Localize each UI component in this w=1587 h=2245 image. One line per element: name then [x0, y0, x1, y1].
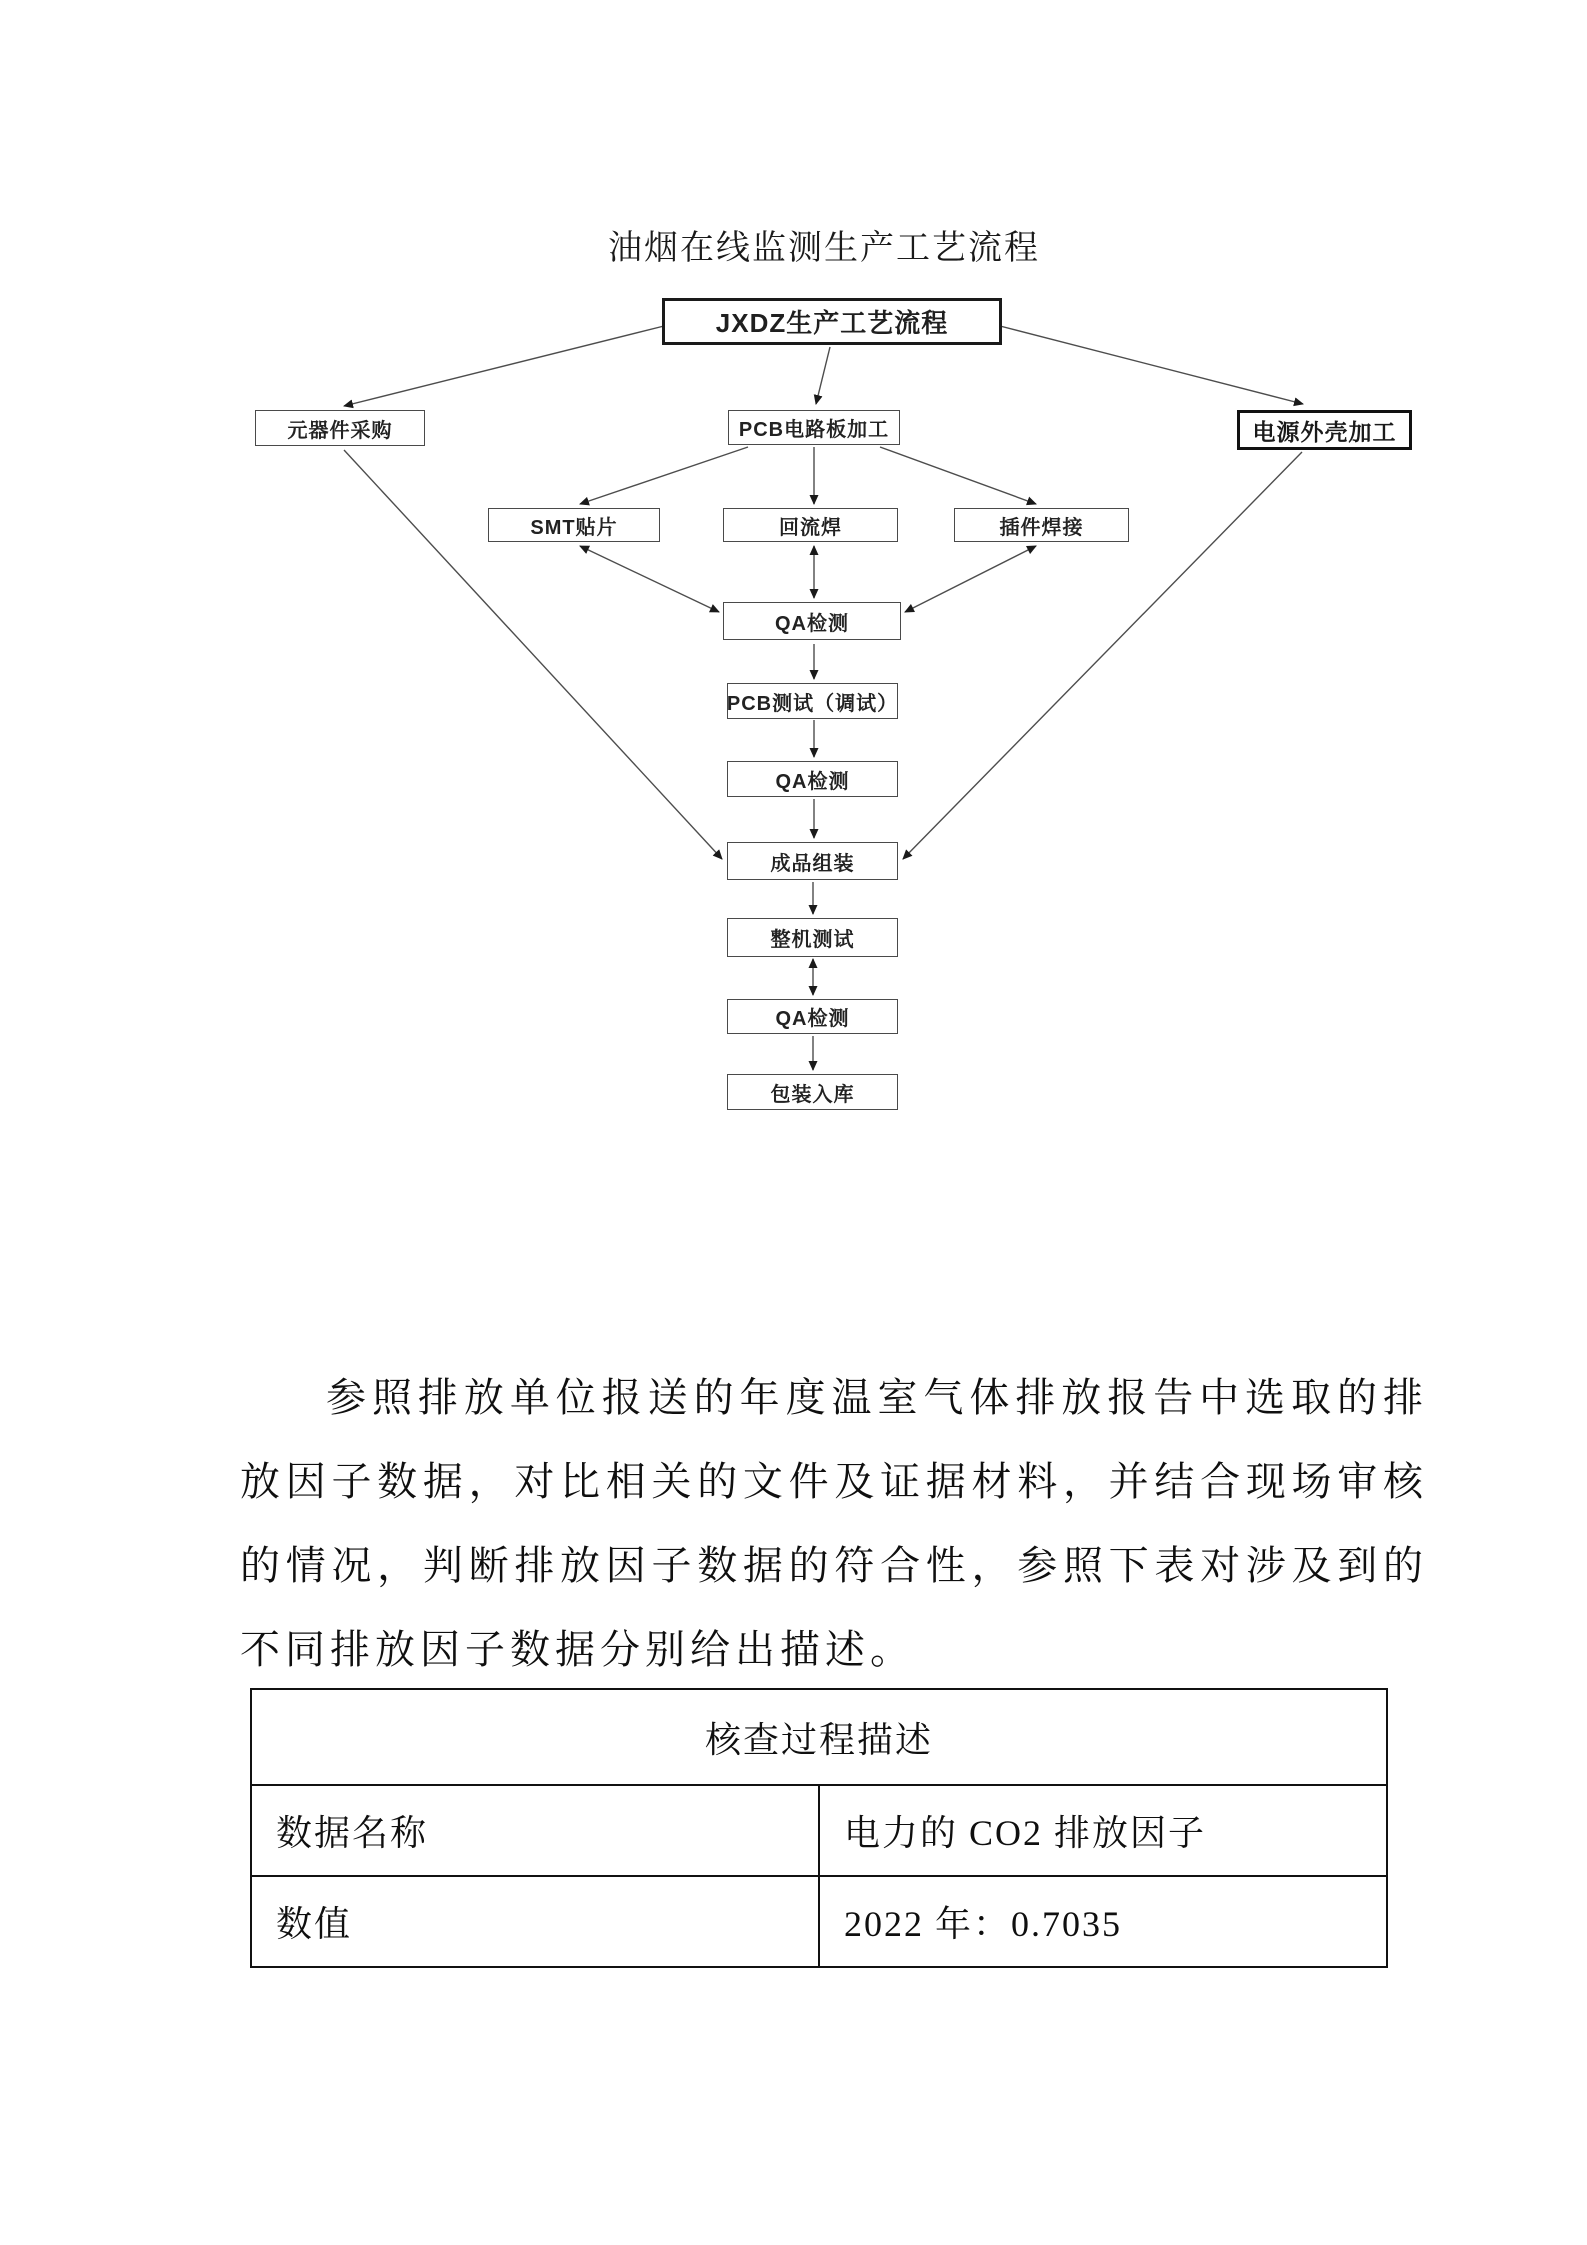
row-value: 2022 年：0.7035: [819, 1876, 1387, 1967]
connector-plugin-qa1: [905, 546, 1036, 612]
row-label: 数据名称: [251, 1785, 819, 1876]
connector-jxdz-component: [344, 326, 664, 406]
flow-node-power-shell: 电源外壳加工: [1237, 410, 1412, 450]
flow-node-jxdz: JXDZ生产工艺流程: [662, 298, 1002, 345]
flow-node-plugin-weld: 插件焊接: [954, 508, 1129, 542]
flow-node-machine-test: 整机测试: [727, 918, 898, 957]
verification-table: [250, 1688, 1388, 1968]
flow-node-reflow: 回流焊: [723, 508, 898, 542]
table-header: 核查过程描述: [251, 1689, 1387, 1785]
connector-smt-qa1: [580, 546, 719, 612]
row-value: 电力的 CO2 排放因子: [819, 1785, 1387, 1876]
table-row: [251, 1876, 1387, 1967]
flow-node-pcb-test: PCB测试（调试）: [727, 683, 898, 719]
body-paragraph: 参照排放单位报送的年度温室气体排放报告中选取的排放因子数据，对比相关的文件及证据材料，并结合现场审核的情况，判断排放因子数据的符合性，参照下表对涉及到的不同排放因子数据分别给出描述。: [240, 1375, 1428, 1672]
flow-node-assembly: 成品组装: [727, 842, 898, 880]
connector-pcb-smt: [580, 447, 748, 504]
flowchart-title: 油烟在线监测生产工艺流程: [608, 230, 1040, 267]
table-row: [251, 1785, 1387, 1876]
flow-node-pcb-processing: PCB电路板加工: [728, 410, 900, 445]
flow-node-component-purchase: 元器件采购: [255, 410, 425, 446]
connector-pcb-plugin: [880, 447, 1036, 504]
connector-jxdz-shell: [1000, 326, 1303, 404]
row-label: 数值: [251, 1876, 819, 1967]
flow-node-smt: SMT贴片: [488, 508, 660, 542]
flow-node-qa3: QA检测: [727, 999, 898, 1034]
flow-node-qa1: QA检测: [723, 602, 901, 640]
flow-node-packing: 包装入库: [727, 1074, 898, 1110]
flow-node-qa2: QA检测: [727, 761, 898, 797]
connector-jxdz-pcb: [816, 347, 830, 404]
table-header-row: [251, 1689, 1387, 1785]
